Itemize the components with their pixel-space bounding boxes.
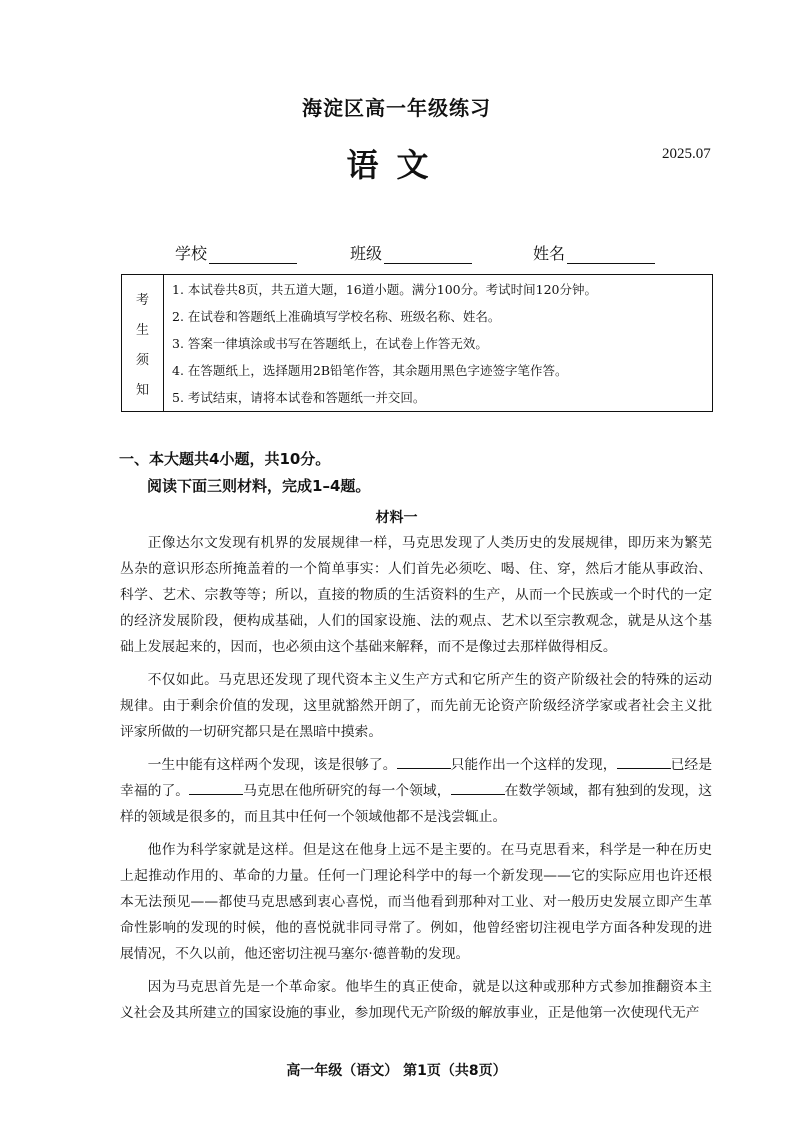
material-title: 材料一 [375, 510, 418, 526]
paragraph-with-blanks: 一生中能有这样两个发现，该是很够了。 只能作出一个这样的发现， 已经是幸福的了。 马克思在他所研究的每一个领域， 在数学领域，都有独到的发现，这样的领域是很多的，而且其中任何一个领域他都不是浅尝辄止。 [120, 752, 712, 830]
section-heading: 一、本大题共4小题，共10分。 [119, 450, 331, 468]
class-blank[interactable] [384, 247, 472, 264]
class-field[interactable] [350, 241, 472, 264]
school-blank[interactable] [209, 247, 297, 264]
notice-heading: 考 生 须 知 [122, 275, 164, 411]
notice-item: 2. 在试卷和答题纸上准确填写学校名称、班级名称、姓名。 [172, 309, 501, 324]
name-label: 姓名 [533, 244, 566, 263]
notice-list [172, 279, 597, 414]
material-body [120, 530, 712, 1033]
student-info-fields [175, 241, 695, 263]
answer-blank[interactable] [617, 754, 671, 769]
paragraph: 正像达尔文发现有机界的发展规律一样，马克思发现了人类历史的发展规律，即历来为繁芜丛杂的意识形态所掩盖着的一个简单事实：人们首先必须吃、喝、住、穿，然后才能从事政治、科学、艺术、宗教等等；所以，直接的物质的生活资料的生产，从而一个民族或一个时代的一定的经济发展阶段，便构成基础，人们的国家设施、法的观点、艺术以至宗教观念，就是从这个基础上发展起来的，因而，也必须由这个基础来解释，而不是像过去那样做得相反。 [120, 535, 712, 655]
answer-blank[interactable] [451, 780, 505, 795]
notice-item: 3. 答案一律填涂或书写在答题纸上，在试卷上作答无效。 [172, 336, 488, 351]
paragraph: 不仅如此。马克思还发现了现代资本主义生产方式和它所产生的资产阶级社会的特殊的运动规律。由于剩余价值的发现，这里就豁然开朗了，而先前无论资产阶级经济学家或者社会主义批评家所做的一切研究都只是在黑暗中摸索。 [120, 672, 712, 740]
notice-item: 1. 本试卷共8页，共五道大题，16道小题。满分100分。考试时间120分钟。 [172, 282, 597, 297]
name-field[interactable] [533, 241, 655, 264]
name-blank[interactable] [567, 247, 655, 264]
notice-item: 5. 考试结束，请将本试卷和答题纸一并交回。 [172, 390, 426, 405]
school-field[interactable] [175, 241, 297, 264]
paragraph: 因为马克思首先是一个革命家。他毕生的真正使命，就是以这种或那种方式参加推翻资本主义社会及其所建立的国家设施的事业，参加现代无产阶级的解放事业，正是他第一次使现代无产 [120, 979, 712, 1021]
page-footer: 高一年级（语文） 第1页（共8页） [286, 1063, 507, 1079]
section-instruction: 阅读下面三则材料，完成1–4题。 [147, 477, 371, 495]
answer-blank[interactable] [189, 780, 243, 795]
exam-title: 海淀区高一年级练习 [302, 96, 491, 120]
answer-blank[interactable] [397, 754, 451, 769]
class-label: 班级 [350, 244, 383, 263]
notice-item: 4. 在答题纸上，选择题用2B铅笔作答，其余题用黑色字迹签字笔作答。 [172, 363, 568, 378]
paragraph: 他作为科学家就是这样。但是这在他身上远不是主要的。在马克思看来，科学是一种在历史上起推动作用的、革命的力量。任何一门理论科学中的每一个新发现——它的实际应用也许还根本无法预见——都使马克思感到衷心喜悦，而当他看到那种对工业、对一般历史发展立即产生革命性影响的发现的时候，他的喜悦就非同寻常了。例如，他曾经密切注视电学方面各种发现的进展情况，不久以前，他还密切注视马塞尔·德普勒的发现。 [120, 842, 712, 962]
subject-title: 语文 [346, 146, 447, 184]
school-label: 学校 [175, 244, 208, 263]
exam-date: 2025.07 [662, 146, 711, 162]
candidate-notice-box [121, 274, 713, 412]
